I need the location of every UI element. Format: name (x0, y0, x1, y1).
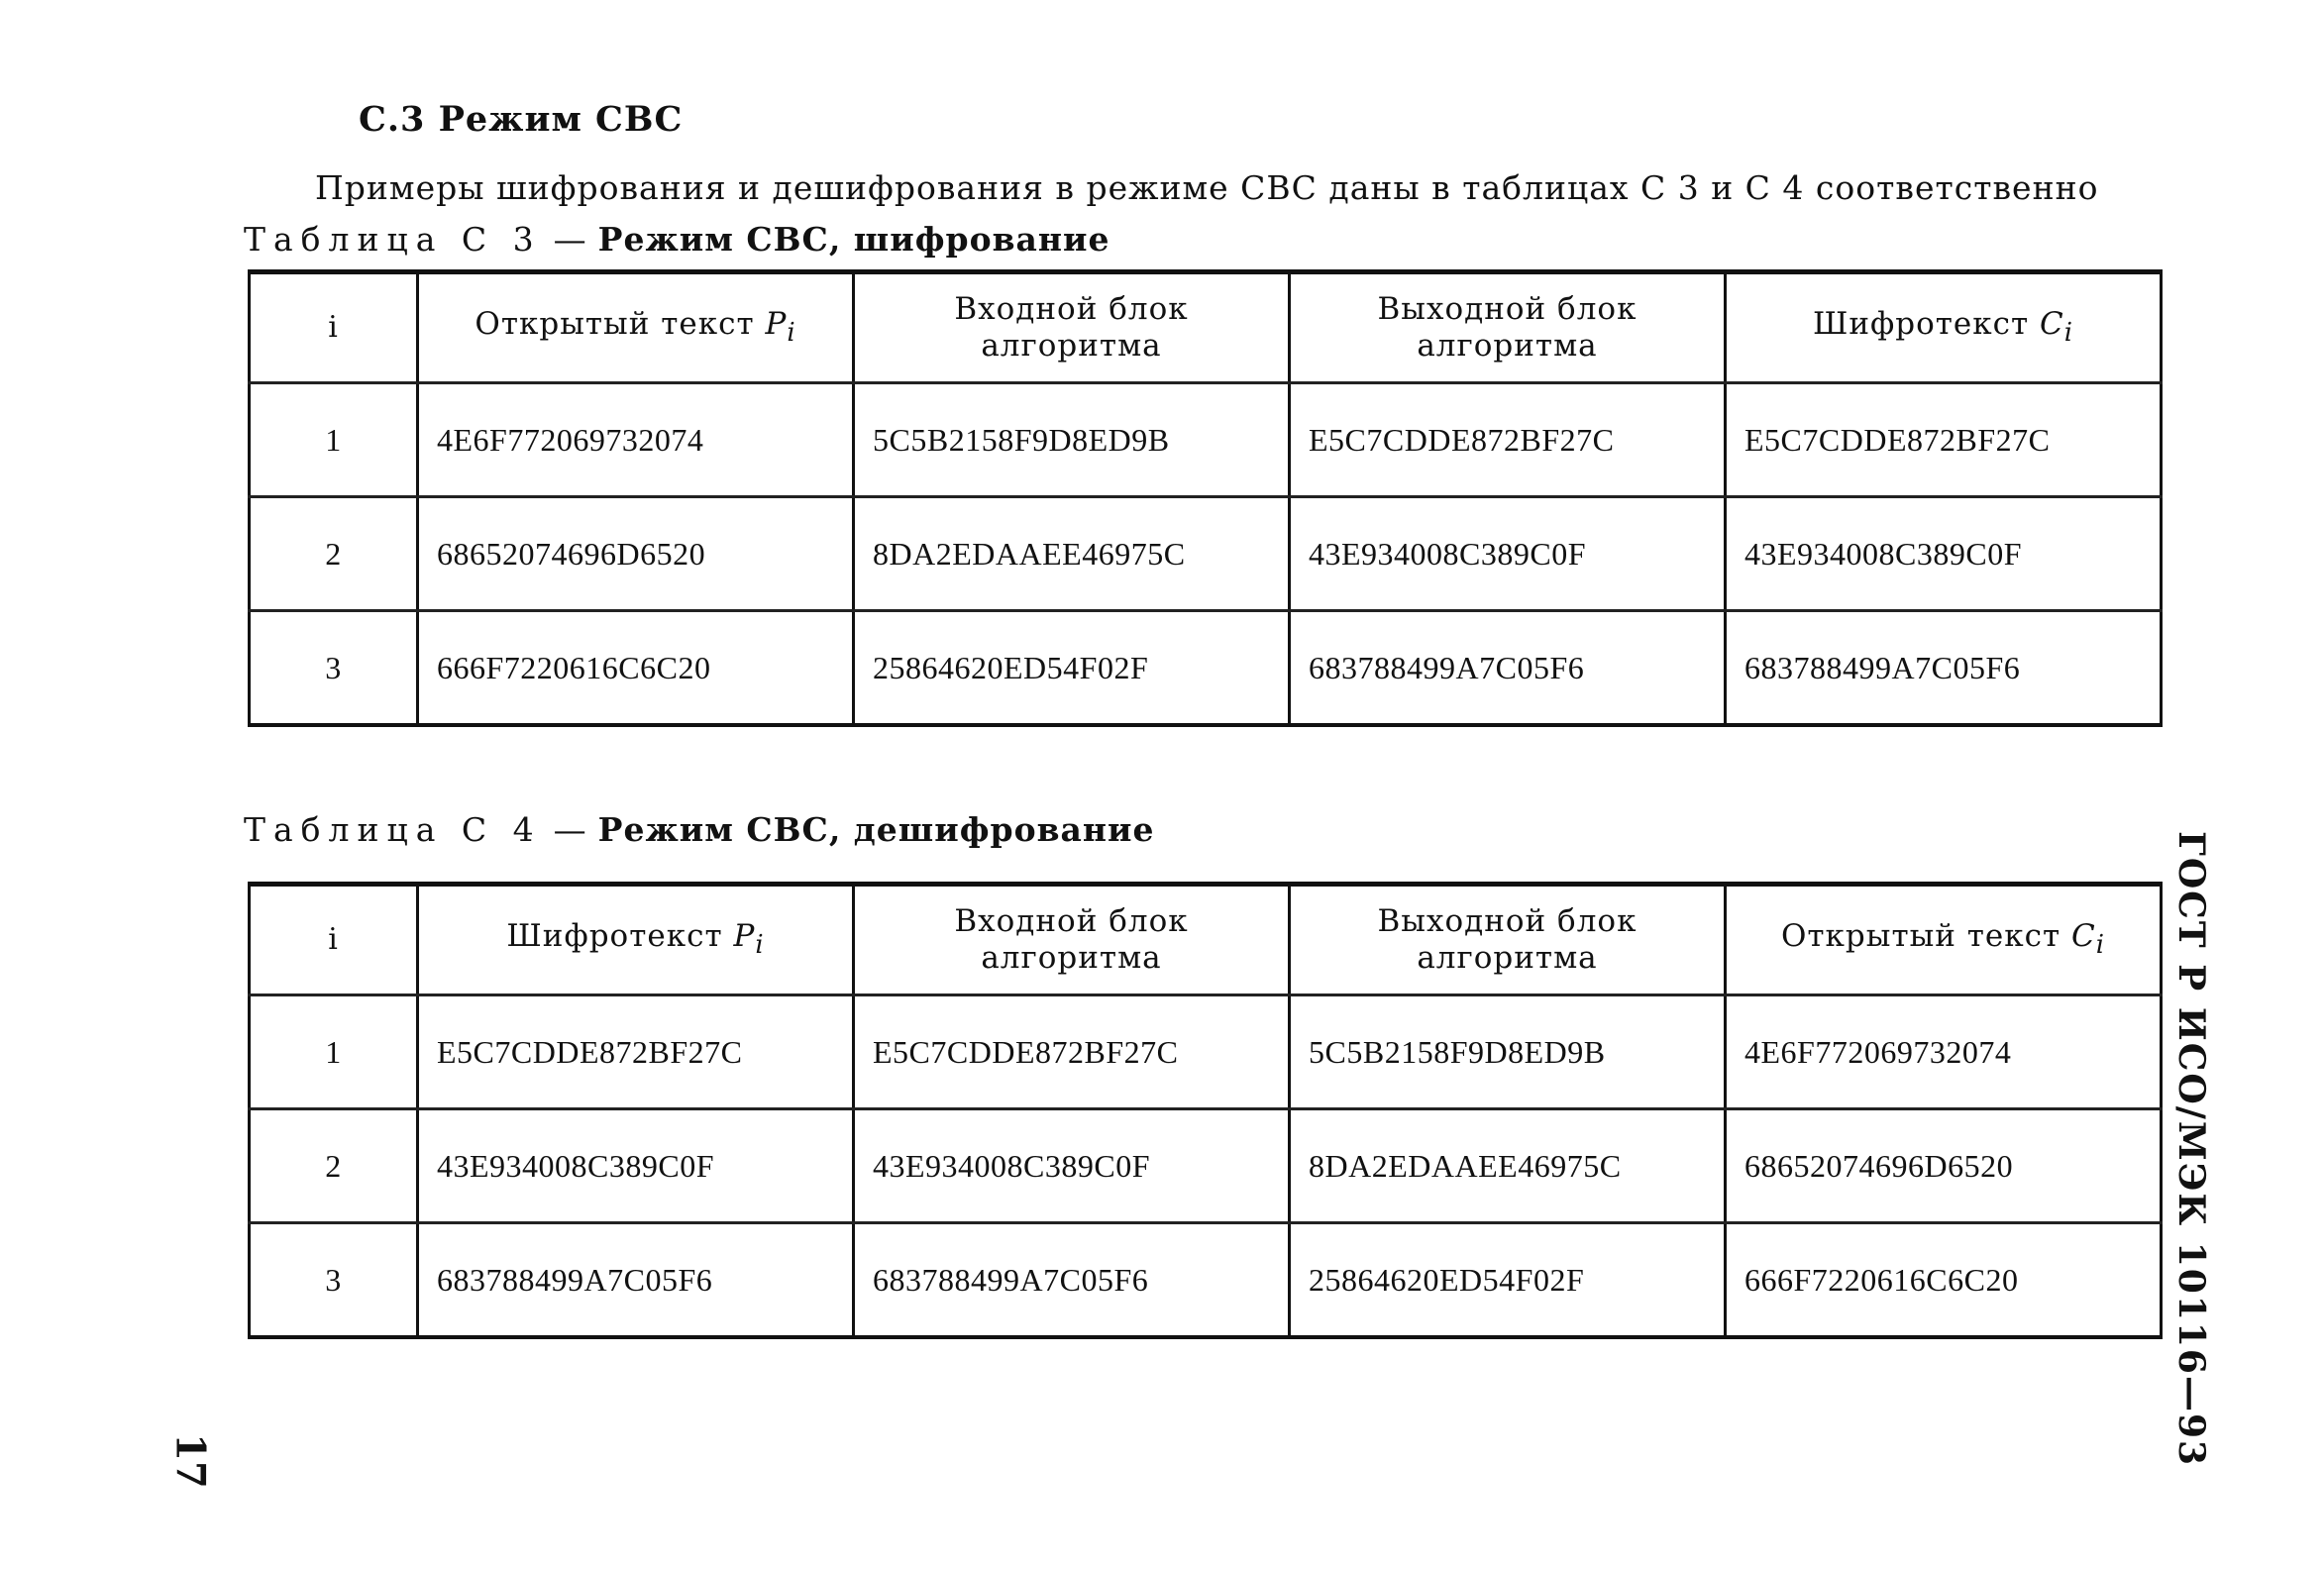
header-ciphertext-var: P (733, 918, 756, 955)
cell-output-block: 25864620ED54F02F (1290, 1223, 1726, 1338)
table-c4-caption-title: Режим СВС, дешифрование (597, 810, 1155, 849)
cell-ciphertext: E5C7CDDE872BF27C (418, 995, 854, 1109)
header-ciphertext-sub: i (755, 930, 765, 961)
cell-input-block: 25864620ED54F02F (854, 611, 1290, 726)
cell-output-block: 43E934008C389C0F (1290, 497, 1726, 611)
table-header-row (250, 885, 2162, 995)
cell-index: 3 (250, 1223, 418, 1338)
cell-plaintext: 4E6F772069732074 (1726, 995, 2162, 1109)
table-c3-caption-title: Режим СВС, шифрование (597, 220, 1110, 259)
header-plaintext-var: C (2071, 918, 2096, 955)
cell-plaintext: 68652074696D6520 (418, 497, 854, 611)
table-row (250, 1109, 2162, 1223)
cell-ciphertext: 43E934008C389C0F (418, 1109, 854, 1223)
table-c3-caption-label: Таблица С 3 (244, 220, 542, 259)
table-row (250, 383, 2162, 497)
cell-index: 1 (250, 995, 418, 1109)
header-input-block: Входной блок алгоритма (854, 272, 1290, 383)
cell-ciphertext: 683788499A7C05F6 (1726, 611, 2162, 726)
table-row (250, 497, 2162, 611)
header-index: i (250, 272, 418, 383)
header-ciphertext-label: Шифротекст (1812, 306, 2041, 343)
cell-output-block: 683788499A7C05F6 (1290, 611, 1726, 726)
header-ciphertext-sub: i (2063, 318, 2074, 349)
cell-plaintext: 666F7220616C6C20 (1726, 1223, 2162, 1338)
cell-input-block: 43E934008C389C0F (854, 1109, 1290, 1223)
table-c4-caption (244, 810, 1155, 849)
cell-ciphertext: 43E934008C389C0F (1726, 497, 2162, 611)
header-plaintext (1726, 885, 2162, 995)
cell-ciphertext: E5C7CDDE872BF27C (1726, 383, 2162, 497)
header-plaintext (418, 272, 854, 383)
cell-ciphertext: 683788499A7C05F6 (418, 1223, 854, 1338)
table-c3-caption (244, 220, 1110, 259)
cell-output-block: E5C7CDDE872BF27C (1290, 383, 1726, 497)
header-plaintext-label: Открытый текст (475, 306, 766, 343)
header-plaintext-sub: i (2095, 930, 2106, 961)
header-ciphertext (1726, 272, 2162, 383)
header-ciphertext (418, 885, 854, 995)
cell-input-block: E5C7CDDE872BF27C (854, 995, 1290, 1109)
header-input-block: Входной блок алгоритма (854, 885, 1290, 995)
header-output-block: Выходной блок алгоритма (1290, 272, 1726, 383)
table-c4-caption-dash: — (553, 810, 586, 849)
table-header-row (250, 272, 2162, 383)
table-c4 (248, 882, 2163, 1339)
header-ciphertext-var: C (2040, 306, 2064, 343)
cell-index: 2 (250, 1109, 418, 1223)
cell-index: 2 (250, 497, 418, 611)
cell-plaintext: 4E6F772069732074 (418, 383, 854, 497)
page-number: 17 (166, 1433, 214, 1489)
header-output-block: Выходной блок алгоритма (1290, 885, 1726, 995)
cell-index: 3 (250, 611, 418, 726)
cell-plaintext: 68652074696D6520 (1726, 1109, 2162, 1223)
header-plaintext-sub: i (787, 318, 796, 349)
table-row (250, 611, 2162, 726)
table-c3 (248, 269, 2163, 727)
cell-output-block: 8DA2EDAAEE46975C (1290, 1109, 1726, 1223)
table-c4-caption-label: Таблица С 4 (244, 810, 542, 849)
intro-paragraph: Примеры шифрования и дешифрования в режиме СВС даны в таблицах С 3 и С 4 соответственно (315, 168, 2099, 207)
header-plaintext-var: P (765, 306, 788, 343)
cell-input-block: 683788499A7C05F6 (854, 1223, 1290, 1338)
cell-input-block: 5C5B2158F9D8ED9B (854, 383, 1290, 497)
standard-designation: ГОСТ Р ИСО/МЭК 10116—93 (2170, 830, 2212, 1468)
cell-plaintext: 666F7220616C6C20 (418, 611, 854, 726)
header-ciphertext-label: Шифротекст (506, 918, 734, 955)
table-row (250, 1223, 2162, 1338)
header-plaintext-label: Открытый текст (1780, 918, 2072, 955)
cell-index: 1 (250, 383, 418, 497)
cell-input-block: 8DA2EDAAEE46975C (854, 497, 1290, 611)
header-index: i (250, 885, 418, 995)
section-heading: С.3 Режим СВС (359, 99, 684, 140)
table-c3-caption-dash: — (553, 220, 586, 259)
table-row (250, 995, 2162, 1109)
cell-output-block: 5C5B2158F9D8ED9B (1290, 995, 1726, 1109)
